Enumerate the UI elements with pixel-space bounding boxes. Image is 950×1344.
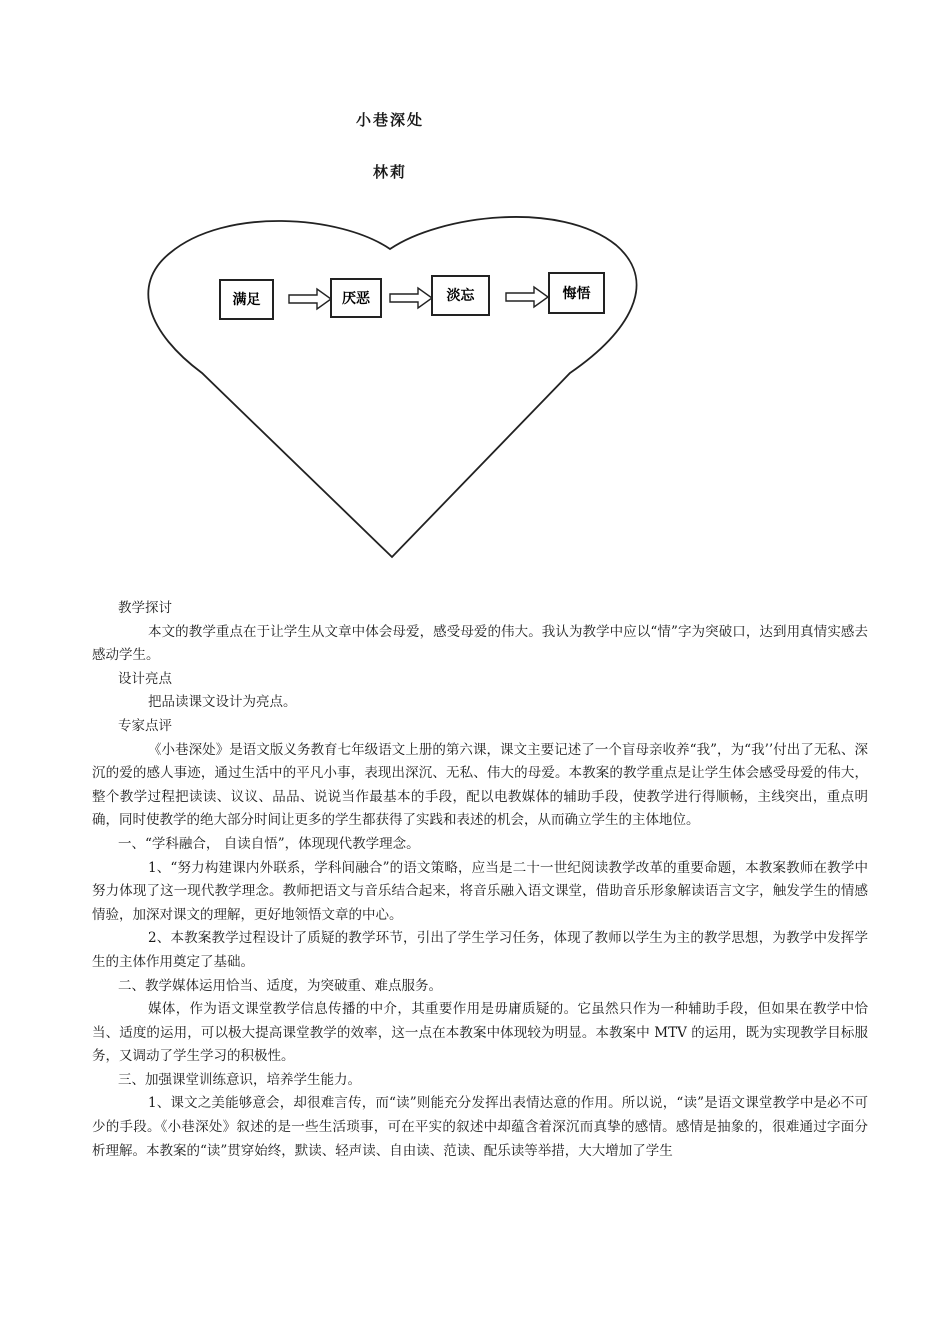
document-body xyxy=(92,597,868,1163)
flow-box-4 xyxy=(549,273,604,313)
section-heading: 三、加强课堂训练意识，培养学生能力。 xyxy=(118,1071,361,1088)
paragraph: 《小巷深处》是语文版义务教育七年级语文上册的第六课，课文主要记述了一个盲母亲收养“我”，为“我’’付出了无私、深沉的爱的感人事迹，通过生活中的平凡小事，表现出深沉、无私、伟大的母爱。本教案的教学重点是让学生体会感受母爱的伟大，整个教学过程把读读、议议、品品、说说当作最基本的手段，配以电教媒体的辅助手段，使教学进行得顺畅，主线突出，重点明确，同时使教学的绝大部分时间让更多的学生都获得了实践和表述的机会，从而确立学生的主体地位。 xyxy=(92,741,868,829)
flow-box-3 xyxy=(432,276,489,315)
arrow-icon xyxy=(390,288,432,308)
paragraph: 1、“努力构建课内外联系，学科间融合”的语文策略，应当是二十一世纪阅读教学改革的重要命题，本教案教师在教学中努力体现了这一现代教学理念。教师把语文与音乐结合起来，将音乐融入语文课堂，借助音乐形象解读语言文字，触发学生的情感情验，加深对课文的理解，更好地领悟文章的中心。 xyxy=(92,859,868,923)
paragraph: 本文的教学重点在于让学生从文章中体会母爱，感受母爱的伟大。我认为教学中应以“情”字为突破口，达到用真情实感去感动学生。 xyxy=(92,623,868,664)
arrow-icon xyxy=(506,287,548,307)
heart-flow-diagram xyxy=(140,205,650,565)
paragraph: 1、课文之美能够意会，却很难言传，而“读”则能充分发挥出表情达意的作用。所以说，“读”是语文课堂教学中是必不可少的手段。《小巷深处》叙述的是一些生活琐事，可在平实的叙述中却蕴含着深沉而真挚的感情。感情是抽象的，很难通过字面分析理解。本教案的“读”贯穿始终，默读、轻声读、自由读、范读、配乐读等举措，大大增加了学生 xyxy=(92,1095,868,1159)
paragraph: 把品读课文设计为亮点。 xyxy=(148,694,297,711)
heart-outline xyxy=(148,217,636,557)
author-name: 林莉 xyxy=(372,163,407,181)
flow-box-1 xyxy=(220,280,273,319)
flow-box-label: 淡忘 xyxy=(446,288,475,304)
section-heading: 设计亮点 xyxy=(118,670,172,687)
flow-box-label: 悔悟 xyxy=(562,286,591,302)
section-heading: 一、“学科融合， 自读自悟”，体现现代教学理念。 xyxy=(118,835,420,852)
section-heading: 专家点评 xyxy=(118,717,172,734)
page-title: 小巷深处 xyxy=(355,111,424,129)
section-heading: 教学探讨 xyxy=(118,600,172,616)
flow-box-label: 厌恶 xyxy=(342,291,370,307)
paragraph: 媒体，作为语文课堂教学信息传播的中介，其重要作用是毋庸质疑的。它虽然只作为一种辅助手段，但如果在教学中恰当、适度的运用，可以极大提高课堂教学的效率，这一点在本教案中体现较为明显。本教案中 MTV 的运用，既为实现教学目标服务，又调动了学生学习的积极性。 xyxy=(92,1001,868,1065)
flow-box-label: 满足 xyxy=(232,292,261,308)
paragraph: 2、本教案教学过程设计了质疑的教学环节，引出了学生学习任务，体现了教师以学生为主的教学思想，为教学中发挥学生的主体作用奠定了基础。 xyxy=(92,930,868,970)
arrow-icon xyxy=(289,289,331,309)
flow-box-2 xyxy=(331,279,381,317)
section-heading: 二、教学媒体运用恰当、适度，为突破重、难点服务。 xyxy=(118,977,442,994)
